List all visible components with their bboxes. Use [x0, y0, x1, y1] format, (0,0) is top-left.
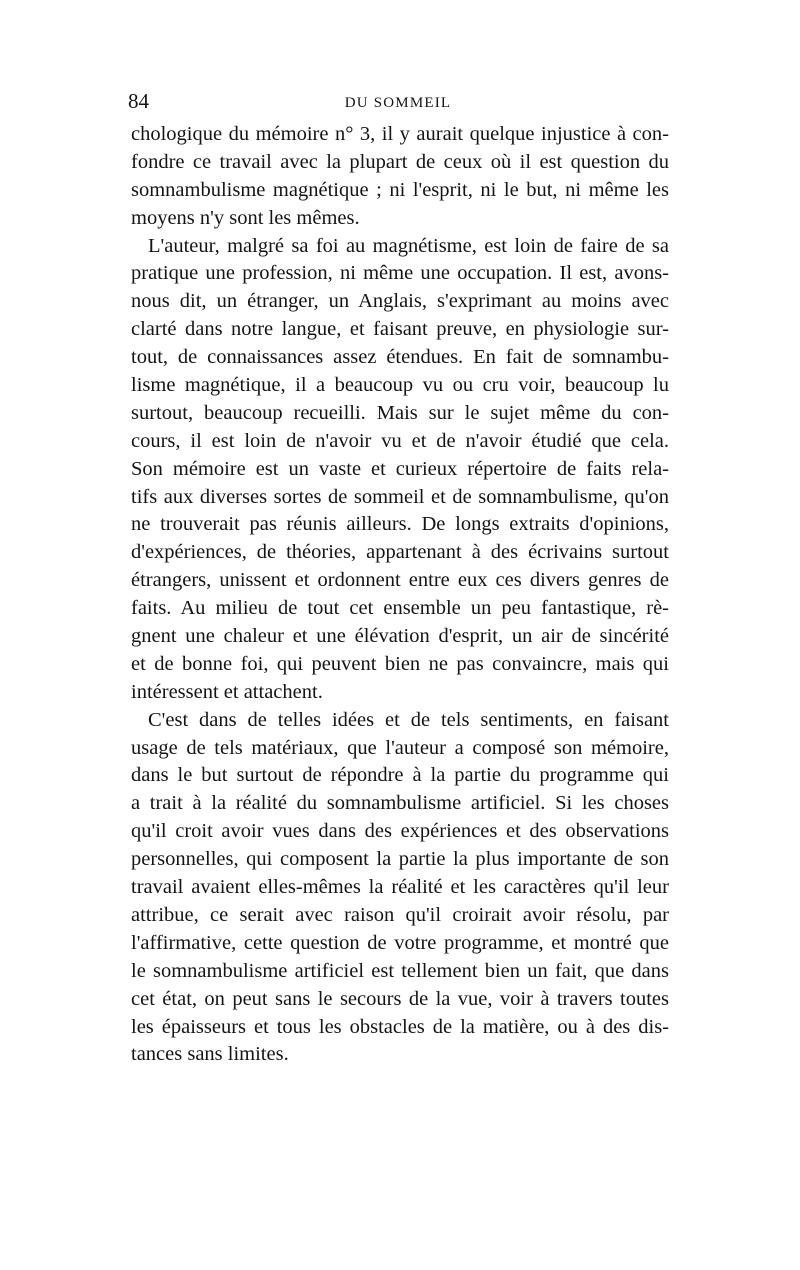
text-line: cet état, on peut sans le secours de la vue, voir à travers toutes [131, 987, 669, 1010]
text-line: fondre ce travail avec la plupart de ceux où il est question du [131, 150, 669, 173]
text-line: moyens n'y sont les mêmes. [131, 206, 360, 229]
text-line: L'auteur, malgré sa foi au magnétisme, est loin de faire de sa [148, 234, 669, 257]
text-line: tifs aux diverses sortes de sommeil et de somnambulisme, qu'on [131, 485, 669, 508]
text-line: l'affirmative, cette question de votre programme, et montré que [131, 931, 669, 954]
text-line: dans le but surtout de répondre à la partie du programme qui [131, 764, 669, 787]
text-line: C'est dans de telles idées et de tels sentiments, en faisant [148, 708, 669, 731]
text-line: Son mémoire est un vaste et curieux répertoire de faits rela- [131, 457, 669, 480]
text-line: pratique une profession, ni même une occupation. Il est, avons- [131, 262, 669, 285]
text-line: le somnambulisme artificiel est tellement bien un fait, que dans [131, 959, 669, 982]
text-line: gnent une chaleur et une élévation d'esprit, un air de sincérité [131, 625, 669, 648]
running-title: DU SOMMEIL [344, 95, 452, 111]
text-line: tout, de connaissances assez étendues. En fait de somnambu- [131, 346, 669, 369]
text-line: tances sans limites. [131, 1043, 289, 1066]
text-line: surtout, beaucoup recueilli. Mais sur le sujet même du con- [131, 401, 669, 424]
text-line: d'expériences, de théories, appartenant à des écrivains surtout [131, 541, 669, 564]
text-line: a trait à la réalité du somnambulisme artificiel. Si les choses [131, 792, 669, 815]
text-line: somnambulisme magnétique ; ni l'esprit, ni le but, ni même les [131, 178, 669, 201]
text-line: chologique du mémoire n° 3, il y aurait quelque injustice à con- [131, 123, 669, 145]
text-line: ne trouverait pas réunis ailleurs. De longs extraits d'opinions, [131, 513, 669, 536]
text-line: étrangers, unissent et ordonnent entre eux ces divers genres de [131, 569, 669, 592]
text-line: attribue, ce serait avec raison qu'il croirait avoir résolu, par [131, 903, 669, 926]
page-header [128, 88, 668, 114]
text-line: clarté dans notre langue, et faisant preuve, en physiologie sur- [131, 318, 669, 341]
text-line: faits. Au milieu de tout cet ensemble un peu fantastique, rè- [131, 597, 669, 620]
page-number: 84 [128, 89, 149, 113]
body-text [131, 121, 669, 1069]
text-line: qu'il croit avoir vues dans des expériences et des observations [131, 820, 669, 843]
text-line: et de bonne foi, qui peuvent bien ne pas convaincre, mais qui [131, 652, 669, 675]
text-line: personnelles, qui composent la partie la plus importante de son [131, 848, 669, 871]
text-line: lisme magnétique, il a beaucoup vu ou cru voir, beaucoup lu [131, 374, 669, 397]
text-line: usage de tels matériaux, que l'auteur a composé son mémoire, [131, 736, 669, 759]
text-line: les épaisseurs et tous les obstacles de la matière, ou à des dis- [131, 1015, 669, 1038]
text-line: cours, il est loin de n'avoir vu et de n'avoir étudié que cela. [131, 429, 669, 452]
text-line: travail avaient elles-mêmes la réalité et les caractères qu'il leur [131, 876, 669, 899]
text-line: intéressent et attachent. [131, 680, 323, 703]
text-line: nous dit, un étranger, un Anglais, s'exprimant au moins avec [131, 290, 669, 313]
